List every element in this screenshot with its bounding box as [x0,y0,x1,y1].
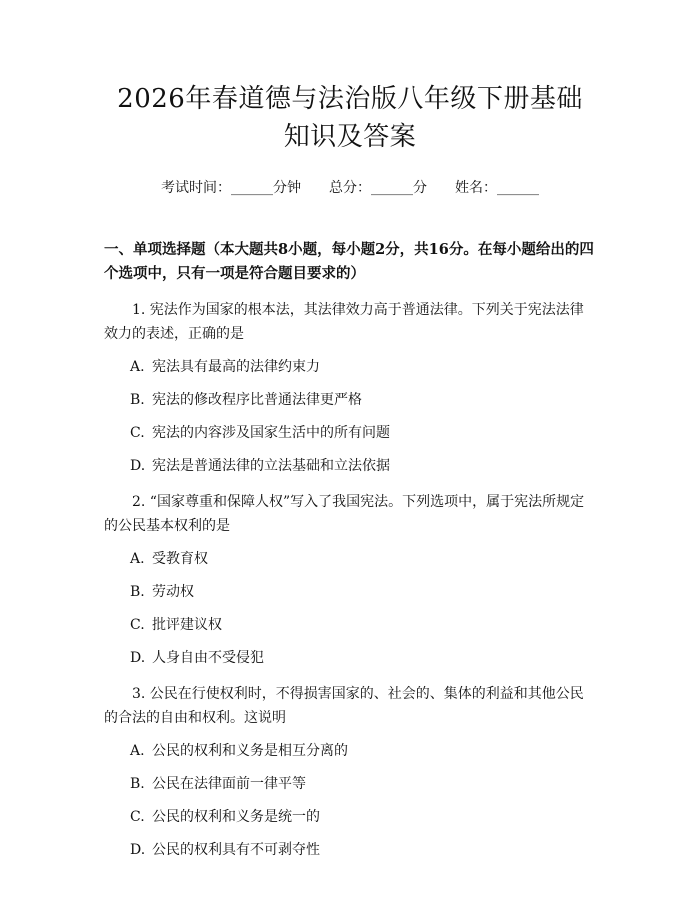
option-letter: C. [130,425,145,441]
option-text: 宪法的修改程序比普通法律更严格 [152,392,362,408]
option-text: 公民的权利和义务是相互分离的 [152,743,348,759]
option-text: 公民的权利具有不可剥夺性 [152,842,320,858]
exam-meta [104,178,596,198]
option-letter: B. [130,584,145,600]
option-letter: A. [130,551,145,567]
option-letter: A. [130,359,145,375]
question-1-option-a [104,355,596,379]
question-2-option-b [104,580,596,604]
page-title: 2026年春道德与法治版八年级下册基础知识及答案 [117,84,583,152]
option-text: 人身自由不受侵犯 [152,650,264,666]
time-label: 考试时间： [161,180,231,196]
name-label: 姓名： [455,180,497,196]
question-3-stem: 3. 公民在行使权利时，不得损害国家的、社会的、集体的利益和其他公民的合法的自由和权利。这说明 [104,686,584,726]
option-text: 公民在法律面前一律平等 [152,776,306,792]
question-3-option-a [104,739,596,763]
option-letter: B. [130,392,145,408]
score-unit: 分 [413,180,427,196]
question-2-option-d [104,646,596,670]
option-letter: D. [130,650,146,666]
option-text: 劳动权 [152,584,194,600]
option-text: 批评建议权 [152,617,222,633]
question-2-stem: 2. “国家尊重和保障人权”写入了我国宪法。下列选项中，属于宪法所规定的公民基本权利的是 [104,494,585,534]
question-2-option-c [104,613,596,637]
question-1-option-d [104,454,596,478]
question-3-option-c [104,805,596,829]
question-3-option-d [104,838,596,862]
name-blank: ______ [497,180,539,196]
option-text: 受教育权 [152,551,208,567]
question-1-option-b [104,388,596,412]
score-blank: ______ [371,180,413,196]
question-2-option-a [104,547,596,571]
option-letter: B. [130,776,145,792]
time-unit: 分钟 [273,180,301,196]
option-text: 宪法的内容涉及国家生活中的所有问题 [152,425,390,441]
option-text: 宪法是普通法律的立法基础和立法依据 [152,458,390,474]
score-label: 总分： [329,180,371,196]
option-text: 公民的权利和义务是统一的 [152,809,320,825]
question-3-option-b [104,772,596,796]
option-letter: C. [130,617,145,633]
question-1-stem: 1. 宪法作为国家的根本法，其法律效力高于普通法律。下列关于宪法法律效力的表述，正确的是 [104,302,584,342]
option-letter: A. [130,743,145,759]
option-letter: D. [130,842,146,858]
option-text: 宪法具有最高的法律约束力 [152,359,320,375]
question-1-option-c [104,421,596,445]
option-letter: D. [130,458,146,474]
option-letter: C. [130,809,145,825]
section-heading: 一、单项选择题（本大题共8小题，每小题2分，共16分。在每小题给出的四个选项中，只有一项是符合题目要求的） [104,241,594,282]
time-blank: ______ [231,180,273,196]
